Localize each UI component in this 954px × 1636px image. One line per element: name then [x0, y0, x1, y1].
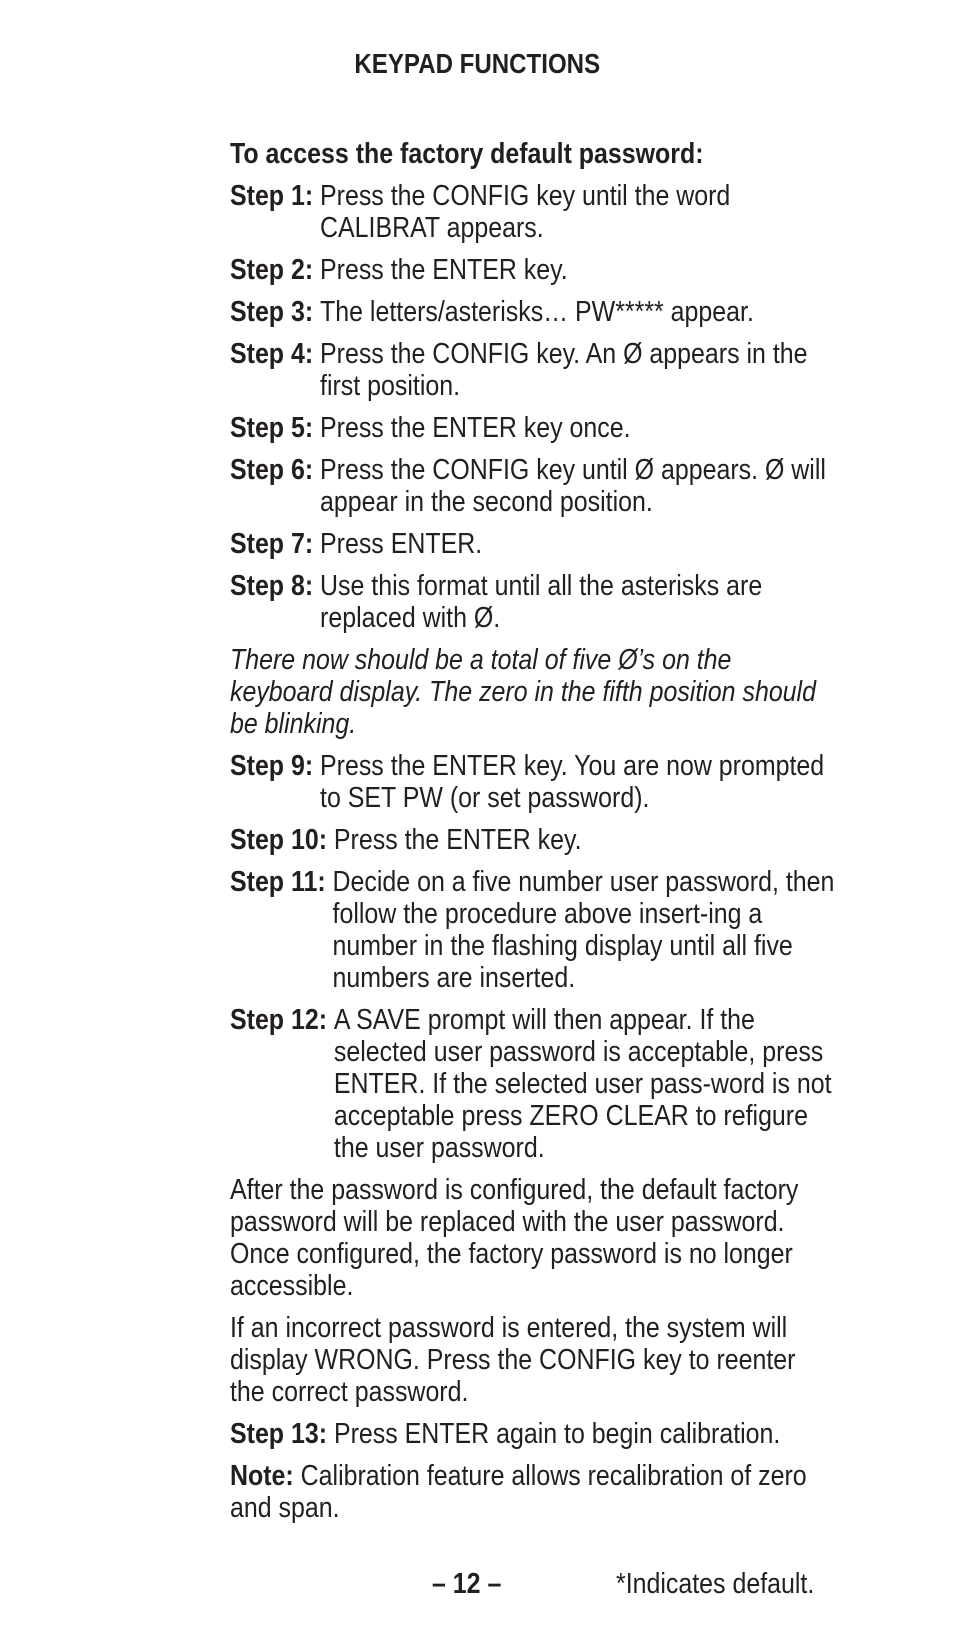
paragraph-password-configured: After the password is configured, the default factory password will be replaced with the user password. Once configured, the factory password is no longer accessible. [230, 1174, 799, 1302]
step-item [230, 412, 835, 444]
page-number: – 12 – [432, 1568, 502, 1600]
step-text: Press the ENTER key. [320, 254, 568, 286]
step-label: Step 11: [230, 866, 326, 898]
page-footer [0, 1568, 954, 1604]
step-text: Press the CONFIG key until Ø appears. Ø will appear in the second position. [320, 454, 826, 518]
step-text: Press ENTER again to begin calibration. [333, 1418, 781, 1450]
step-label: Step 4: [230, 338, 314, 370]
content-column [230, 138, 835, 1524]
step-13 [230, 1418, 835, 1450]
default-indicator-note: *Indicates default. [616, 1568, 815, 1600]
step-label: Step 9: [230, 750, 314, 782]
step-item [230, 254, 835, 286]
paragraph-incorrect-password: If an incorrect password is entered, the system will display WRONG. Press the CONFIG key to reenter the correct password. [230, 1312, 796, 1408]
step-text: Press the ENTER key. You are now prompted to SET PW (or set password). [320, 750, 825, 814]
section-subheading: To access the factory default password: [230, 138, 704, 170]
step-item [230, 454, 835, 518]
step-item [230, 528, 835, 560]
step-label: Step 2: [230, 254, 314, 286]
calibration-note [230, 1460, 835, 1524]
step-text: Press the CONFIG key until the word CALIBRAT appears. [320, 180, 731, 244]
step-label: Step 5: [230, 412, 314, 444]
step-label: Step 12: [230, 1004, 328, 1036]
step-item [230, 750, 835, 814]
step-item [230, 570, 835, 634]
step-text: The letters/asterisks… PW***** appear. [320, 296, 754, 328]
step-text: A SAVE prompt will then appear. If the selected user password is acceptable, press ENTER. If the selected user pass-word is not acceptable press ZERO CLEAR to refigure the user password. [333, 1004, 832, 1164]
note-text: Calibration feature allows recalibration of zero and span. [230, 1460, 807, 1524]
step-label: Step 8: [230, 570, 314, 602]
step-text: Press the CONFIG key. An Ø appears in the first position. [320, 338, 808, 402]
step-item [230, 296, 835, 328]
step-text: Press the ENTER key once. [320, 412, 631, 444]
step-label: Step 7: [230, 528, 314, 560]
step-label: Step 13: [230, 1418, 328, 1450]
step-item [230, 338, 835, 402]
page-heading: KEYPAD FUNCTIONS [354, 48, 601, 79]
step-label: Step 3: [230, 296, 314, 328]
step-text: Press the ENTER key. [333, 824, 582, 856]
note-label: Note: [230, 1460, 294, 1492]
step-text: Use this format until all the asterisks are replaced with Ø. [320, 570, 763, 634]
step-item [230, 866, 835, 994]
step-text: Press ENTER. [320, 528, 483, 560]
italic-note: There now should be a total of five Ø’s on the keyboard display. The zero in the fifth position should be blinking. [230, 644, 816, 740]
step-item [230, 180, 835, 244]
page-content [230, 138, 835, 1534]
step-text: Decide on a five number user password, then follow the procedure above insert-ing a number in the flashing display until all five numbers are inserted. [332, 866, 835, 994]
step-item [230, 824, 835, 856]
step-item [230, 1004, 835, 1164]
step-label: Step 10: [230, 824, 328, 856]
step-label: Step 6: [230, 454, 314, 486]
step-label: Step 1: [230, 180, 314, 212]
